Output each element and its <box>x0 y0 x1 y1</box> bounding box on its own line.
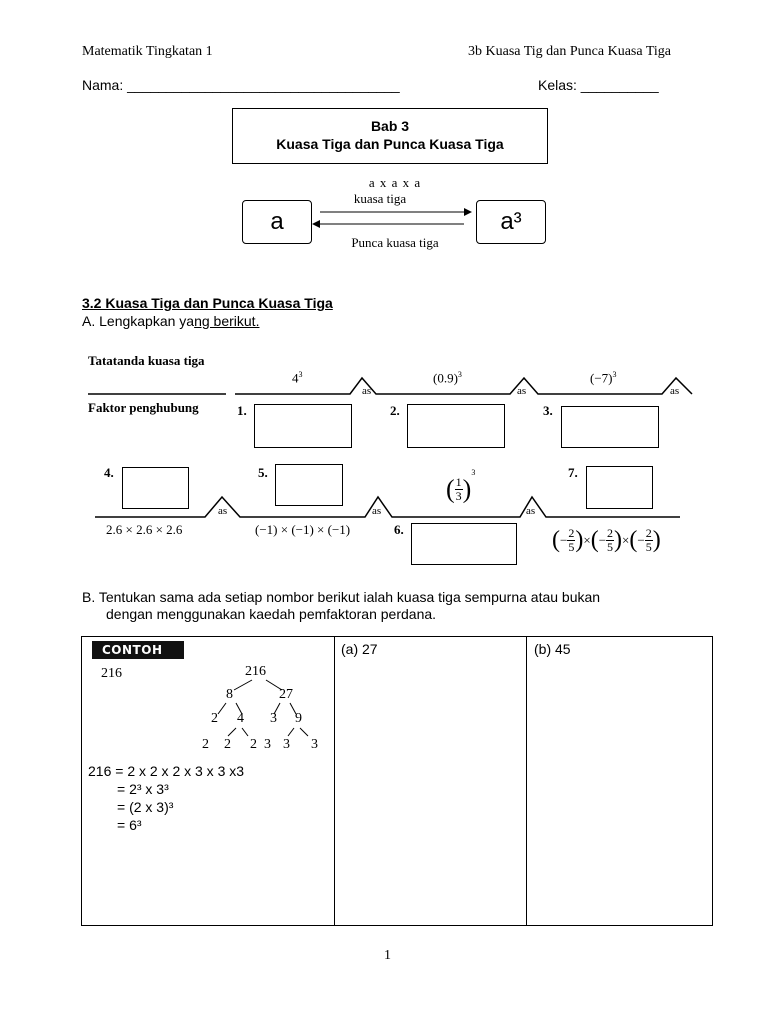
item-2-num: 2. <box>390 403 400 418</box>
item-6-num: 6. <box>394 522 404 537</box>
instruction-b-line2: dengan menggunakan kaedah pemfaktoran perdana. <box>106 606 437 622</box>
table-divider-2 <box>526 637 527 925</box>
fraction-one-third: $\frac{1}{3}$ <box>455 474 462 503</box>
top-connector-line <box>235 378 692 394</box>
product-2-6: 2.6 × 2.6 × 2.6 <box>106 522 183 537</box>
cube-4-exp: 3 <box>298 370 303 379</box>
notation-label: Tatatanda kuasa tiga <box>88 353 205 368</box>
header-right: 3b Kuasa Tig dan Punca Kuasa Tiga <box>468 44 672 59</box>
working-line-1: 216 = 2 x 2 x 2 x 3 x 3 x3 <box>88 763 245 779</box>
answer-box-3[interactable] <box>561 406 659 448</box>
header-left: Matematik Tingkatan 1 <box>82 44 213 59</box>
as-label-6: as <box>526 505 536 517</box>
product-neg1: (−1) × (−1) × (−1) <box>255 522 351 537</box>
cube-box: a³ <box>476 200 546 244</box>
item-3-num: 3. <box>543 403 553 418</box>
tree-leaf-1: 2 <box>202 737 209 752</box>
example-number: 216 <box>101 666 122 681</box>
page-number: 1 <box>384 948 391 963</box>
instruction-a-underlined: ng berikut. <box>194 313 260 329</box>
tree-leaf-4: 3 <box>264 737 271 752</box>
answer-box-5[interactable] <box>275 464 343 506</box>
item-4-num: 4. <box>104 465 114 480</box>
question-b-label: (b) 45 <box>534 641 571 657</box>
tree-root: 216 <box>245 664 266 679</box>
cube-0-9 <box>433 370 462 386</box>
chapter-title: Kuasa Tiga dan Punca Kuasa Tiga <box>276 136 504 152</box>
tree-node-2a: 2 <box>211 711 218 726</box>
cube-neg7-exp: 3 <box>612 370 617 379</box>
answer-table <box>81 636 713 926</box>
fraction-product-neg-two-fifths: (− $\frac{2}{5}$ )×(− $\frac{2}{5}$ )×(− $\frac{2}{5}$ ) <box>552 526 661 554</box>
punca-kuasa-tiga-label: Punca kuasa tiga <box>351 235 439 250</box>
contoh-badge: CONTOH <box>92 641 184 659</box>
working-line-3: = (2 x 3)³ <box>117 799 174 815</box>
tree-leaf-5: 3 <box>283 737 290 752</box>
answer-box-6[interactable] <box>411 523 517 565</box>
as-label-1: as <box>362 385 372 397</box>
answer-box-4[interactable] <box>122 467 189 509</box>
as-label-2: as <box>517 385 527 397</box>
factor-label: Faktor penghubung <box>88 400 199 415</box>
cube-neg7 <box>590 370 617 386</box>
tree-node-4: 4 <box>237 711 244 726</box>
tree-leaf-2: 2 <box>224 737 231 752</box>
cube-4 <box>292 370 303 386</box>
as-label-5: as <box>372 505 382 517</box>
tree-node-3a: 3 <box>270 711 277 726</box>
tree-leaf-3: 2 <box>250 737 257 752</box>
tree-leaf-6: 3 <box>311 737 318 752</box>
chapter-number: Bab 3 <box>370 118 410 134</box>
table-divider-1 <box>334 637 335 925</box>
answer-box-2[interactable] <box>407 404 505 448</box>
as-label-4: as <box>218 505 228 517</box>
tree-node-8: 8 <box>226 687 233 702</box>
cube-0-9-exp: 3 <box>457 370 462 379</box>
section-heading: 3.2 Kuasa Tiga dan Punca Kuasa Tiga <box>82 295 333 311</box>
answer-box-1[interactable] <box>254 404 352 448</box>
cube-0-9-base: (0.9) <box>433 370 458 386</box>
factor-tree-lines <box>190 672 330 742</box>
nama-field: Nama: ___________________________________ <box>82 77 400 93</box>
kuasa-tiga-label: kuasa tiga <box>353 191 407 206</box>
answer-box-7[interactable] <box>586 466 653 509</box>
as-label-3: as <box>670 385 680 397</box>
multiplication-text: a x a x a <box>368 175 422 190</box>
fraction-one-third-cubed: ( $\frac{1}{3}$ )$^3$ <box>446 468 476 504</box>
kelas-field: Kelas: __________ <box>538 77 659 93</box>
cube-neg7-base: (−7) <box>590 370 613 386</box>
working-line-2: = 2³ x 3³ <box>117 781 169 797</box>
instruction-b-line1: B. Tentukan sama ada setiap nombor berikut ialah kuasa tiga sempurna atau bukan <box>82 589 601 605</box>
working-line-4: = 6³ <box>117 817 142 833</box>
fraction-exp: 3 <box>471 468 476 477</box>
tree-node-27: 27 <box>279 687 293 702</box>
question-a-label: (a) 27 <box>341 641 378 657</box>
cube-4-base: 4 <box>292 370 299 386</box>
base-box: a <box>242 200 312 244</box>
instruction-a-prefix: A. Lengkapkan ya <box>82 313 195 329</box>
item-7-num: 7. <box>568 465 578 480</box>
item-1-num: 1. <box>237 403 247 418</box>
tree-node-9: 9 <box>295 711 302 726</box>
item-5-num: 5. <box>258 465 268 480</box>
